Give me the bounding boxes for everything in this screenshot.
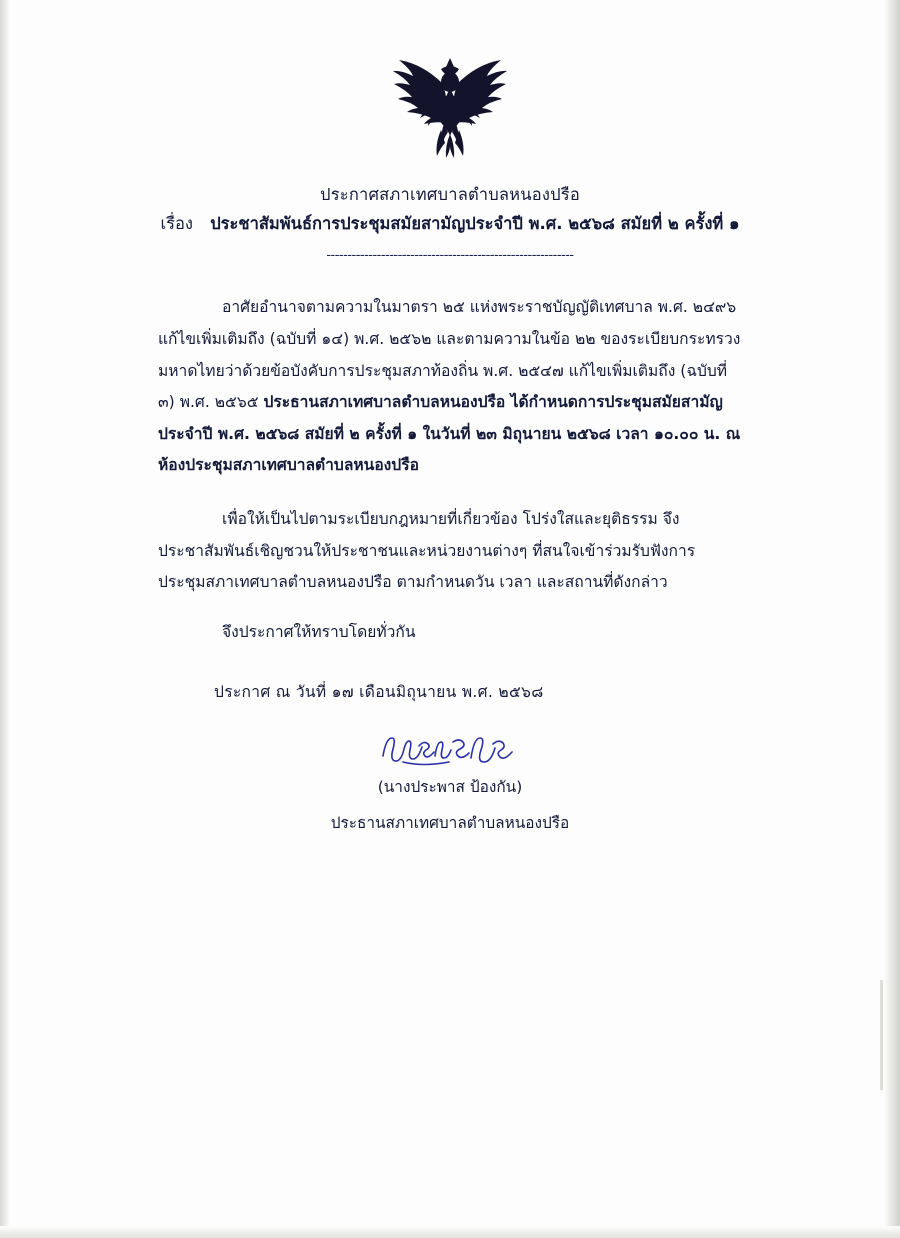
signature-block xyxy=(158,730,742,839)
title-block xyxy=(0,182,900,266)
subject-text: ประชาสัมพันธ์การประชุมสมัยสามัญประจำปี พ.ศ. ๒๕๖๘ สมัยที่ ๒ ครั้งที่ ๑ xyxy=(210,213,740,233)
paragraph-1-text: อาศัยอำนาจตามความในมาตรา ๒๕ แห่งพระราชบัญญัติเทศบาล พ.ศ. ๒๔๙๖ แก้ไขเพิ่มเติมถึง (ฉบับที่ ๑๔) พ.ศ. ๒๕๖๒ และตามความในข้อ ๒๒ ของระเบียบกระทรวงมหาดไทยว่าด้วยข้อบังคับการประชุมสภาท้องถิ่น พ.ศ. ๒๕๔๗ แก้ไขเพิ่มเติมถึง (ฉบับที่ ๓) พ.ศ. ๒๕๖๕ xyxy=(158,298,741,412)
garuda-emblem xyxy=(375,52,525,172)
signer-name: (นางประพาส ป้องกัน) xyxy=(377,778,523,797)
body-block xyxy=(158,292,742,839)
page-title: ประกาศสภาเทศบาลตำบลหนองปรือ xyxy=(320,185,580,204)
paragraph-1 xyxy=(158,292,742,482)
signer-role: ประธานสภาเทศบาลตำบลหนองปรือ xyxy=(330,813,570,832)
subject-line xyxy=(0,211,900,237)
paragraph-1-bold-text: ประธานสภาเทศบาลตำบลหนองปรือ ได้กำหนดการประชุมสมัยสามัญประจำปี พ.ศ. ๒๕๖๘ สมัยที่ ๒ ครั้งที่ ๑ ในวันที่ ๒๓ มิถุนายน ๒๕๖๘ เวลา ๑๐.๐๐ น. ณ ห้องประชุมสภาเทศบาลตำบลหนองปรือ xyxy=(158,393,741,475)
scan-fold-mark xyxy=(880,980,883,1090)
paragraph-3 xyxy=(158,617,742,649)
handwritten-signature xyxy=(158,730,742,772)
paragraph-2-text: เพื่อให้เป็นไปตามระเบียบกฎหมายที่เกี่ยวข้อง โปร่งใสและยุติธรรม จึงประชาสัมพันธ์เชิญชวนให้ประชาชนและหน่วยงานต่างๆ ที่สนใจเข้าร่วมรับฟังการประชุมสภาเทศบาลตำบลหนองปรือ ตามกำหนดวัน เวลา และสถานที่ดังกล่าว xyxy=(158,510,696,592)
announcement-date: ประกาศ ณ วันที่ ๑๗ เดือนมิถุนายน พ.ศ. ๒๕๖๘ xyxy=(214,682,544,701)
subject-label: เรื่อง xyxy=(160,213,193,233)
scan-edge-bottom xyxy=(0,1226,900,1238)
paragraph-2 xyxy=(158,504,742,599)
paragraph-3-text: จึงประกาศให้ทราบโดยทั่วกัน xyxy=(222,623,416,642)
title-divider: ----------------------------------------------------------- xyxy=(326,248,574,264)
document-content xyxy=(0,182,900,839)
